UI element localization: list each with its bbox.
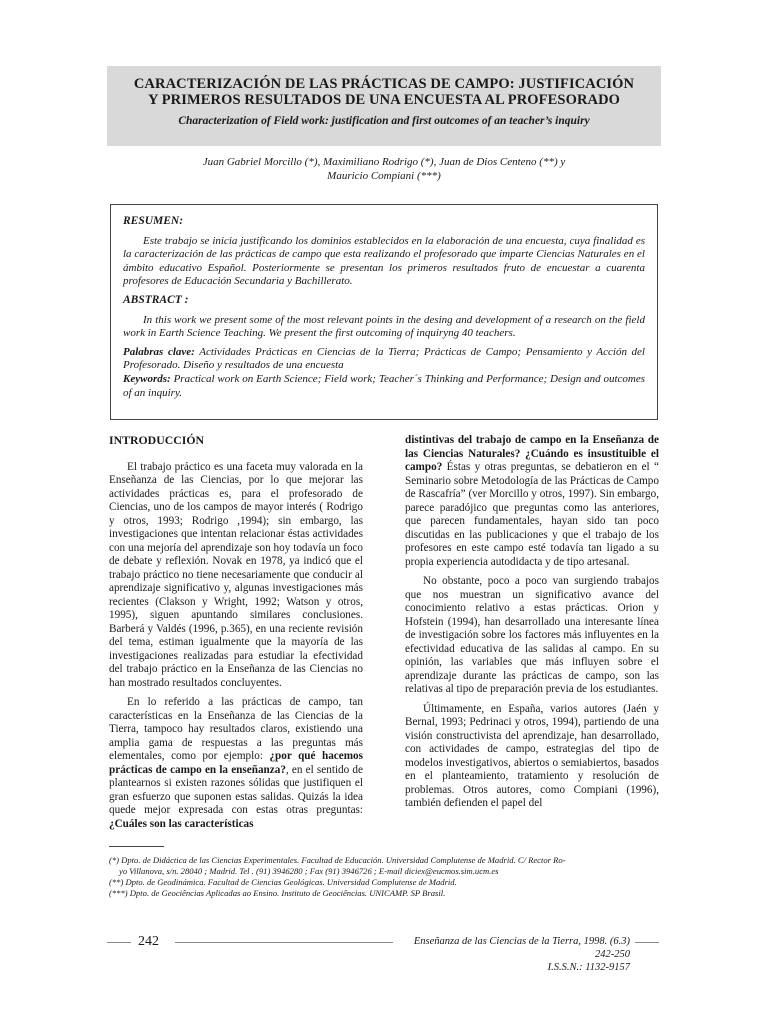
right-paragraph-1 xyxy=(405,434,659,569)
intro-paragraph-1: El trabajo práctico es una faceta muy valorada en la Enseñanza de las Ciencias, por lo que mejorar las actividades prácticas es, para el profesorado de Ciencias, uno de los campos de mayor interés ( Rodrigo y otros, 1993; Rodrigo ,1994); sin embargo, las investigaciones que intentan relacionar éstas actividades con una mejoría del aprendizaje son hoy todavía un foco de debate y reflexión. Novak en 1978, ya indicó que el trabajo práctico no tiene necesariamente que conducir al aprendizaje significativo y, algunas investigaciones más recientes (Clakson y Wright, 1992; Watson y otros, 1995), siguen apuntando similares conclusiones. Barberá y Valdés (1996, p.365), en una reciente revisión del tema, estiman igualmente que la mayoría de las investigaciones realizadas para estudiar la efectividad del trabajo práctico en la Enseñanza de las Ciencias no han mostrado resultados concluyentes. xyxy=(109,460,363,689)
journal-line-1: Enseñanza de las Ciencias de la Tierra, 1998. (6.3) 242-250 xyxy=(413,936,630,960)
intro-p2-question-2: ¿Cuáles son las características xyxy=(109,817,254,830)
footnote-1-line-1: (*) Dpto. de Didáctica de las Ciencias Experimentales. Facultad de Educación. Universidad Complutense de Madrid. C/ Rector Ro- xyxy=(109,855,566,865)
page-number: 242 xyxy=(138,934,159,949)
abstract-box xyxy=(110,204,658,420)
resumen-text: Este trabajo se inicia justificando los dominios establecidos en la elaboración de una encuesta, cuya finalidad es la caracterización de las prácticas de campo que esta realizando el profesorado que imparte Ciencias Naturales en el ámbito educativo Español. Posteriormente se presentan los primeros resultados fruto de encuestar a cuarenta profesores de Educación Secundaria y Bachillerato. xyxy=(123,234,645,288)
right-p1-questions: distintivas del trabajo de campo en la Enseñanza de las Ciencias Naturales? ¿Cuándo es insustituible el campo? xyxy=(405,434,659,473)
intro-p2-question-1: ¿por qué hacemos prácticas de campo en la enseñanza? xyxy=(109,750,363,776)
footer-rule-left xyxy=(107,942,131,943)
footnote-2: (**) Dpto. de Geodinámica. Facultad de Ciencias Geológicas. Universidad Complutense de Madrid. xyxy=(109,877,457,887)
palabras-clave-label: Palabras clave: xyxy=(123,345,195,358)
journal-citation xyxy=(398,935,630,974)
footnote-3: (***) Dpto. de Geociências Aplicadas ao Ensino. Instituto de Geociências. UNICAMP. SP Brasil. xyxy=(109,888,446,898)
author-list xyxy=(107,155,661,183)
author-line-1: Juan Gabriel Morcillo (*), Maximiliano Rodrigo (*), Juan de Dios Centeno (**) y xyxy=(202,156,566,168)
article-title-line-2: Y PRIMEROS RESULTADOS DE UNA ENCUESTA AL PROFESORADO xyxy=(147,92,621,108)
palabras-clave xyxy=(123,346,645,373)
right-p1-text: Éstas y otras preguntas, se debatieron en el “ Seminario sobre Metodología de las Prácticas de Campo de Rascafría” (ver Morcillo y otros, 1997). Sin embargo, parece paradójico que preguntas como las anteriores, que parecen fundamentales, hayan sido tan poco discutidas en las publicaciones y que el trabajo de los profesores en este campo esté todavía tan ligado a su propia experiencia autodidacta y de tipo artesanal. xyxy=(405,461,659,568)
right-paragraph-3: Últimamente, en España, varios autores (Jaén y Bernal, 1993; Pedrinaci y otros, 1994), partiendo de una visión constructivista del aprendizaje, han desarrollado, con actividades de campo, estrategias del tipo de modelos investigativos, abiertos o semiabiertos, basados en el planteamiento, tratamiento y resolución de problemas. Otros autores, como Compiani (1996), también defienden el papel del xyxy=(405,702,659,809)
intro-p2-text-c: , en el sentido de plantearnos si existen razones sólidas que justifiquen el gran esfuerzo que suponen estas salidas. Quizás la idea quede mejor expresada con estas otras preguntas: xyxy=(109,763,363,816)
abstract-heading: ABSTRACT : xyxy=(123,293,189,306)
journal-issn: I.S.S.N.: 1132-9157 xyxy=(547,962,630,973)
article-title-line-1: CARACTERIZACIÓN DE LAS PRÁCTICAS DE CAMPO: JUSTIFICACIÓN xyxy=(133,76,635,92)
keywords-text: Practical work on Earth Science; Field work; Teacher´s Thinking and Performance; Design and outcomes of an inquiry. xyxy=(123,372,646,399)
article-subtitle-english: Characterization of Field work: justification and first outcomes of an teacher’s inquiry xyxy=(178,115,590,127)
keywords-label: Keywords: xyxy=(123,372,171,385)
footer-rule-right xyxy=(635,942,659,943)
palabras-clave-text: Actividades Prácticas en Ciencias de la Tierra; Prácticas de Campo; Pensamiento y Acción del Profesorado. Diseño y resultados de una encuesta xyxy=(123,345,645,372)
footnotes xyxy=(109,855,661,899)
intro-p2-text-a: En lo referido a las prácticas de campo, tan características en la Enseñanza de las Ciencias de la Tierra, tampoco hay resultados claros, existiendo una amplia gama de respuestas a las preguntas más elementales, como por ejemplo: xyxy=(109,696,363,762)
title-block xyxy=(107,66,661,146)
footnote-1-line-2: yo Villanova, s/n. 28040 ; Madrid. Tel . (91) 3946280 ; Fax (91) 3946726 ; E-mail diciex@eucmos.sim.ucm.es xyxy=(119,866,499,876)
section-heading-introduccion: INTRODUCCIÓN xyxy=(109,433,205,447)
author-line-2: Mauricio Compiani (***) xyxy=(327,170,441,182)
right-paragraph-2: No obstante, poco a poco van surgiendo trabajos que nos muestran un significativo avance del conocimiento relativo a estas prácticas. Orion y Hofstein (1994), han desarrollado una interesante línea de investigación sobre los factores más influyentes en la efectividad educativa de las salidas al campo. En su opinión, las variables que más influyen sobre el aprendizaje durante las prácticas de campo, son las relativas al tipo de preparación previa de los estudiantes. xyxy=(405,575,659,695)
footnote-separator xyxy=(109,846,164,847)
left-column xyxy=(109,434,363,837)
right-column xyxy=(405,434,659,817)
footer-rule-middle xyxy=(175,942,393,943)
intro-paragraph-2 xyxy=(109,696,363,831)
resumen-heading: RESUMEN: xyxy=(123,215,184,227)
keywords xyxy=(123,373,645,400)
abstract-text: In this work we present some of the most relevant points in the desing and development of a research on the field work in Earth Science Teaching. We present the first outcoming of inquiryng 40 teachers. xyxy=(123,313,645,340)
